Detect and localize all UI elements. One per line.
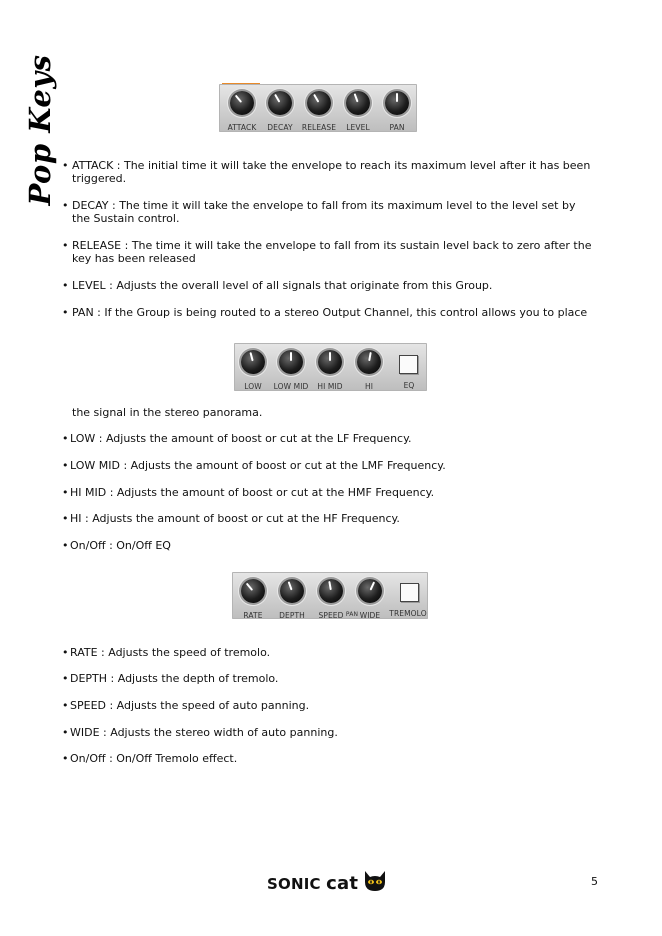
pan-knob-label: PAN xyxy=(389,123,405,132)
tremolo-toggle-switch[interactable] xyxy=(400,583,419,602)
speed-knob-label: SPEED xyxy=(318,611,344,620)
low-mid-knob-dial[interactable] xyxy=(279,350,303,374)
cat-face-icon xyxy=(363,870,387,892)
side-title-text: Pop Keys xyxy=(23,54,57,206)
rate-knob-dial[interactable] xyxy=(241,579,265,603)
list-item: • HI MID : Adjusts the amount of boost or cut at the HMF Frequency. xyxy=(62,486,435,499)
release-knob-label: RELEASE xyxy=(301,123,337,132)
low-knob[interactable] xyxy=(236,348,270,391)
list-item: • ATTACK : The initial time it will take the envelope to reach its maximum level after it has been triggered. xyxy=(62,159,591,185)
page-number: 5 xyxy=(591,875,598,888)
hi-mid-knob-label: HI MID xyxy=(317,382,343,391)
attack-knob-dial[interactable] xyxy=(230,91,254,115)
list-item: • LOW : Adjusts the amount of boost or cut at the LF Frequency. xyxy=(62,432,412,445)
hi-knob[interactable] xyxy=(352,348,386,391)
depth-knob-dial[interactable] xyxy=(280,579,304,603)
rate-knob[interactable] xyxy=(236,577,270,620)
hi-knob-dial[interactable] xyxy=(357,350,381,374)
depth-knob-label: DEPTH xyxy=(279,611,305,620)
tremolo-switch-label: TREMOLO xyxy=(389,609,427,618)
wide-knob-label: WIDE xyxy=(359,611,381,620)
level-knob-label: LEVEL xyxy=(346,123,370,132)
eq-toggle-switch[interactable] xyxy=(399,355,418,374)
pan-group-label: PAN xyxy=(345,611,359,618)
list-item: • PAN : If the Group is being routed to a stereo Output Channel, this control allows you to place xyxy=(62,306,588,319)
low-mid-knob[interactable] xyxy=(273,348,309,391)
speed-knob-dial[interactable] xyxy=(319,579,343,603)
list-item: • DEPTH : Adjusts the depth of tremolo. xyxy=(62,672,279,685)
speed-knob[interactable] xyxy=(314,577,348,620)
low-knob-label: LOW xyxy=(244,382,262,391)
logo-sonic-text: SONIC xyxy=(267,875,321,893)
hi-mid-knob[interactable] xyxy=(313,348,347,391)
low-mid-knob-label: LOW MID xyxy=(273,382,309,391)
hi-mid-knob-dial[interactable] xyxy=(318,350,342,374)
decay-knob-dial[interactable] xyxy=(268,91,292,115)
attack-knob-label: ATTACK xyxy=(227,123,257,132)
list-item: • LOW MID : Adjusts the amount of boost or cut at the LMF Frequency. xyxy=(62,459,446,472)
release-knob-dial[interactable] xyxy=(307,91,331,115)
wide-knob[interactable] xyxy=(353,577,387,620)
list-item: • WIDE : Adjusts the stereo width of auto panning. xyxy=(62,726,338,739)
envelope-panel xyxy=(219,84,417,132)
decay-knob-label: DECAY xyxy=(267,123,293,132)
level-knob[interactable] xyxy=(341,89,375,132)
list-item: • SPEED : Adjusts the speed of auto panning. xyxy=(62,699,310,712)
logo-wordmark xyxy=(267,873,358,894)
release-knob[interactable] xyxy=(301,89,337,132)
low-knob-dial[interactable] xyxy=(241,350,265,374)
list-item: • DECAY : The time it will take the envelope to fall from its maximum level to the level set by the Sustain control. xyxy=(62,199,576,225)
hi-knob-label: HI xyxy=(364,382,374,391)
list-item: • RATE : Adjusts the speed of tremolo. xyxy=(62,646,271,659)
rate-knob-label: RATE xyxy=(243,611,263,620)
attack-knob[interactable] xyxy=(225,89,259,132)
level-knob-dial[interactable] xyxy=(346,91,370,115)
pan-knob[interactable] xyxy=(380,89,414,132)
pan-continuation: the signal in the stereo panorama. xyxy=(72,406,263,419)
list-item: • RELEASE : The time it will take the envelope to fall from its sustain level back to zero after the key has been released xyxy=(62,239,592,265)
list-item: • On/Off : On/Off EQ xyxy=(62,539,171,552)
logo-cat-text: cat xyxy=(326,873,359,894)
eq-switch-label: EQ xyxy=(403,381,415,390)
side-title xyxy=(10,54,70,206)
depth-knob[interactable] xyxy=(275,577,309,620)
list-item: • LEVEL : Adjusts the overall level of all signals that originate from this Group. xyxy=(62,279,493,292)
decay-knob[interactable] xyxy=(263,89,297,132)
pan-knob-dial[interactable] xyxy=(385,91,409,115)
wide-knob-dial[interactable] xyxy=(358,579,382,603)
eq-panel xyxy=(234,343,427,391)
list-item: • On/Off : On/Off Tremolo effect. xyxy=(62,752,238,765)
tremolo-panel xyxy=(232,572,428,619)
list-item: • HI : Adjusts the amount of boost or cut at the HF Frequency. xyxy=(62,512,400,525)
